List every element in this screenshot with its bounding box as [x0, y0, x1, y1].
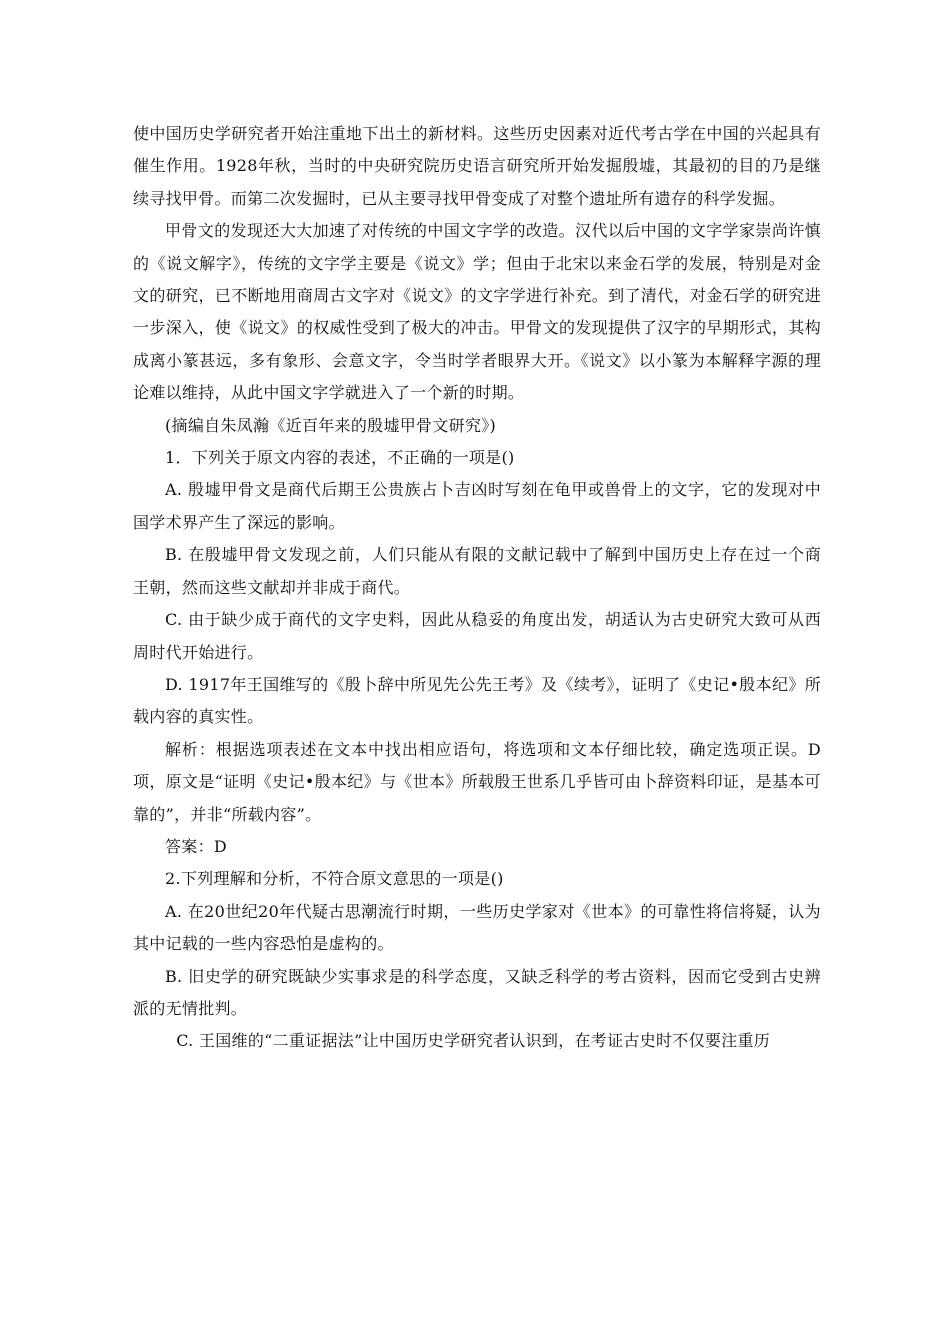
question-1-stem: 1．下列关于原文内容的表述，不正确的一项是(): [165, 448, 515, 468]
question-1-option-c: C. 由于缺少成于商代的文字史料，因此从稳妥的角度出发，胡适认为古史研究大致可从西周时代开始进行。: [133, 610, 821, 662]
question-2-option-c: C. 王国维的“二重证据法”让中国历史学研究者认识到，在考证古史时不仅要注重历: [176, 1031, 771, 1051]
article-paragraph-2: 甲骨文的发现还大大加速了对传统的中国文字学的改造。汉代以后中国的文字学家崇尚许慎的《说文解字》，传统的文字学主要是《说文》学；但由于北宋以来金石学的发展，特别是对金文的研究，已不断地用商周古文字对《说文》的文字学进行补充。到了清代，对金石学的研究进一步深入，使《说文》的权威性受到了极大的冲击。甲骨文的发现提供了汉字的早期形式，其构成离小篆甚远，多有象形、会意文字，令当时学者眼界大开。《说文》以小篆为本解释字源的理论难以维持，从此中国文字学就进入了一个新的时期。: [133, 221, 821, 403]
document-body: [133, 118, 821, 1058]
question-1-option-b: B. 在殷墟甲骨文发现之前，人们只能从有限的文献记载中了解到中国历史上存在过一个商王朝，然而这些文献却并非成于商代。: [133, 545, 821, 597]
article-source: (摘编自朱凤瀚《近百年来的殷墟甲骨文研究》): [165, 415, 497, 435]
question-1-option-a: A. 殷墟甲骨文是商代后期王公贵族占卜吉凶时写刻在龟甲或兽骨上的文字，它的发现对中国学术界产生了深远的影响。: [133, 480, 821, 532]
question-2-stem: 2.下列理解和分析，不符合原文意思的一项是(): [165, 869, 504, 889]
question-2-option-b: B. 旧史学的研究既缺少实事求是的科学态度，又缺乏科学的考古资料，因而它受到古史辨派的无情批判。: [133, 966, 821, 1018]
article-paragraph-1: 使中国历史学研究者开始注重地下出土的新材料。这些历史因素对近代考古学在中国的兴起具有催生作用。1928年秋，当时的中央研究院历史语言研究所开始发掘殷墟，其最初的目的乃是继续寻找甲骨。而第二次发掘时，已从主要寻找甲骨变成了对整个遗址所有遗存的科学发掘。: [133, 124, 821, 208]
question-2-option-a: A. 在20世纪20年代疑古思潮流行时期，一些历史学家对《世本》的可靠性将信将疑，认为其中记载的一些内容恐怕是虚构的。: [133, 901, 821, 954]
question-1-option-d: D. 1917年王国维写的《殷卜辞中所见先公先王考》及《续考》，证明了《史记•殷本纪》所载内容的真实性。: [133, 674, 821, 727]
question-1-analysis: 解析：根据选项表述在文本中找出相应语句，将选项和文本仔细比较，确定选项正误。D项，原文是“证明《史记•殷本纪》与《世本》所载殷王世系几乎皆可由卜辞资料印证，是基本可靠的”，并非“所载内容”。: [133, 739, 821, 824]
question-1-answer: 答案：D: [165, 836, 228, 856]
